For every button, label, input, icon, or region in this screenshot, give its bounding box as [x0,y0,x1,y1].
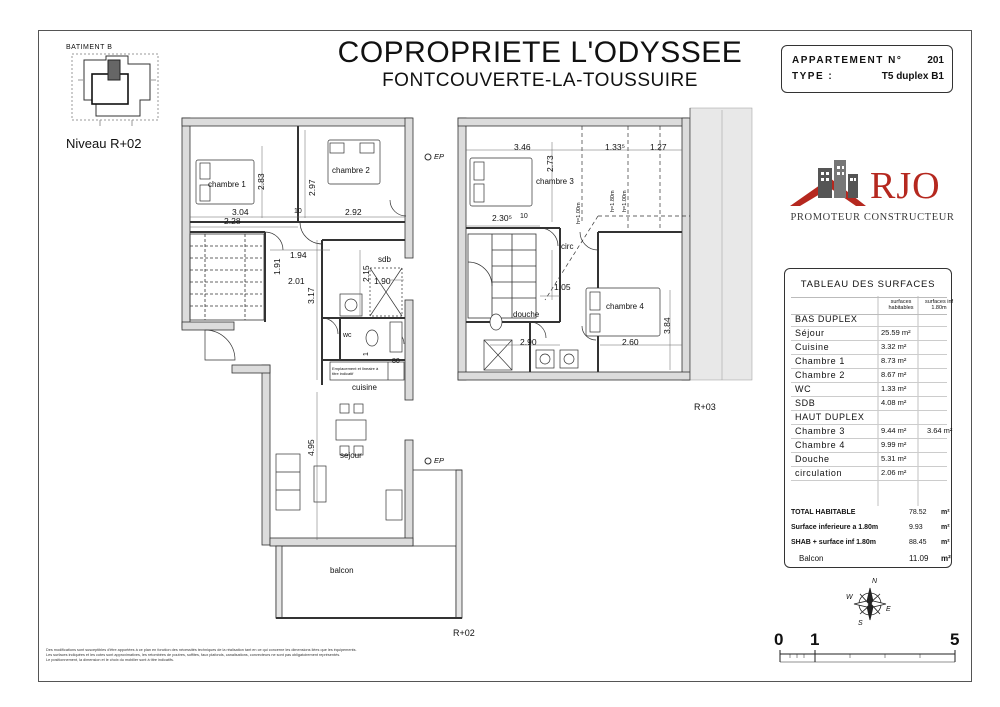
room-label-circ: circ [561,242,574,251]
col-inf180: surfaces inf 1.80m [924,299,954,311]
section-bas-label: BAS DUPLEX [795,314,858,324]
dim-10a: 10 [294,208,302,215]
apartment-type-label: TYPE : [792,71,834,82]
level-marker-upper: R+03 [694,402,716,412]
project-title: COPROPRIETE L'ODYSSEE [337,36,743,69]
dim-133: 1.33⁵ [605,142,626,152]
compass-rose [854,588,886,620]
dim-273: 2.73 [545,155,555,172]
row-name: Chambre 2 [795,370,845,380]
room-label-wc: wc [343,332,352,339]
room-label-chambre4: chambre 4 [606,302,644,311]
apartment-number: 201 [927,55,944,66]
table-row [791,383,947,397]
surfaces-table [784,268,952,568]
row-name: Douche [795,454,830,464]
row-hab: 2.06 m² [881,468,907,477]
logo-tagline: PROMOTEUR CONSTRUCTEUR [790,212,955,223]
total-unit: m² [941,539,950,546]
table-row [791,341,947,355]
storage-note: Emplacement et lineaire à titre indicatif [332,366,379,376]
room-label-sdb: sdb [378,255,391,264]
stairs-upper [468,234,536,318]
dim-283: 2.83 [256,173,266,190]
disclaimer-line-2: Les surfaces indiquées et les cotes sont approximatives, les retombées de poutres, soffites, faux plafonds, canalisations, convecteurs ne sont pas obligatoirement représentés. [46,653,341,657]
dim-346: 3.46 [514,142,531,152]
total-unit: m² [941,509,950,516]
total-row [791,537,950,550]
row-hab: 3.32 m² [881,342,907,351]
dim-230: 2.30⁵ [492,213,513,223]
row-name: WC [795,384,812,394]
table-row [791,453,947,467]
dim-1ab: 1 [363,352,370,356]
row-name: circulation [795,468,843,478]
row-name: Séjour [795,328,825,338]
room-label-douche: douche [513,310,540,319]
dim-201: 2.01 [288,276,305,286]
section-bas [791,313,947,327]
compass-e: E [886,606,891,613]
row-name: Chambre 4 [795,440,845,450]
total-row [791,507,950,520]
row-hab: 8.73 m² [881,356,907,365]
section-haut [791,411,947,425]
row-hab: 1.33 m² [881,384,907,393]
total-name: Balcon [799,554,824,563]
dim-105: 1.05 [554,282,571,292]
plan-lower-level [182,118,462,618]
total-value: 88.45 [909,539,927,546]
dining-table [276,404,402,520]
table-row [791,369,947,383]
total-value: 9.93 [909,524,923,531]
compass-n: N [872,578,878,585]
dim-260: 2.60 [622,337,639,347]
building-label: BATIMENT B [66,44,113,51]
scale-bar [780,650,955,662]
table-row [791,327,947,341]
scale-0: 0 [774,630,784,649]
total-row [791,552,951,565]
row-hab: 5.31 m² [881,454,907,463]
dim-304: 3.04 [232,207,249,217]
row-hab: 9.99 m² [881,440,907,449]
disclaimer [46,648,446,663]
surfaces-table-title: TABLEAU DES SURFACES [800,279,936,290]
total-unit: m² [941,524,950,531]
dim-215: 2.15 [361,265,371,282]
scale-5: 5 [950,630,960,649]
stairs-lower [190,234,264,320]
row-name: Cuisine [795,342,830,352]
section-haut-label: HAUT DUPLEX [795,412,865,422]
total-name: SHAB + surface inf 1.80m [791,539,877,546]
apartment-number-label: APPARTEMENT N° [792,55,903,66]
total-row [791,522,950,535]
height-note-1: h=1.00m [576,202,582,224]
row-inf: 3.64 m² [927,426,953,435]
total-unit: m² [941,554,951,563]
room-label-chambre1: chambre 1 [208,180,246,189]
row-hab: 9.44 m² [881,426,907,435]
row-name: Chambre 3 [795,426,845,436]
row-hab: 4.08 m² [881,398,907,407]
disclaimer-line-3: Le positionnement, la dimension et le choix du mobilier sont à titre indicatifs. [46,658,174,662]
key-plan [72,54,158,126]
row-hab: 8.67 m² [881,370,907,379]
table-row [791,425,953,439]
dim-194: 1.94 [290,250,307,260]
total-value: 11.09 [909,554,929,563]
room-label-cuisine: cuisine [352,383,377,392]
level-label: Niveau R+02 [66,136,142,151]
room-label-balcon: balcon [330,566,354,575]
dim-290: 2.90 [520,337,537,347]
disclaimer-line-1: Des modifications sont susceptibles d'être apportées à ce plan en fonction des nécessités techniques de la réalisation tant en ce qui concerne les dimensions liées que les équipements. [46,648,357,652]
table-row [791,439,947,453]
row-name: SDB [795,398,816,408]
dim-190: 1.90 [374,276,391,286]
room-label-chambre2: chambre 2 [332,166,370,175]
compass-s: S [858,620,863,627]
row-hab: 25.59 m² [881,328,911,337]
total-name: Surface inferieure a 1.80m [791,524,879,531]
height-note-2: h=1.80m [610,190,616,212]
height-note-3: h=1.00m [622,190,628,212]
dim-384: 3.84 [662,317,672,334]
dim-228: 2.28 [224,216,241,226]
ep-label-bottom: EP [434,456,445,465]
dim-10b: 10 [520,213,528,220]
compass-w: W [846,594,853,601]
logo-name: RJO [870,165,941,207]
logo-house-graphic [790,160,866,206]
table-row [791,397,947,411]
scale-1: 1 [810,630,820,649]
dim-127: 1.27 [650,142,667,152]
total-name: TOTAL HABITABLE [791,509,856,516]
dim-292: 2.92 [345,207,362,217]
dim-297: 2.97 [307,179,317,196]
table-row [791,355,947,369]
project-location: FONTCOUVERTE-LA-TOUSSUIRE [382,70,698,91]
room-label-sejour: sejour [340,451,362,460]
table-row [791,467,947,481]
dim-80: 80 [392,358,400,365]
row-name: Chambre 1 [795,356,845,366]
level-marker-lower: R+02 [453,628,475,638]
room-label-chambre3: chambre 3 [536,177,574,186]
col-habitable: surfaces habitables [888,299,914,311]
apartment-type: T5 duplex B1 [881,71,944,82]
total-value: 78.52 [909,509,927,516]
ep-label-top: EP [434,152,445,161]
dim-191: 1.91 [272,258,282,275]
dim-495: 4.95 [306,439,316,456]
dim-317: 3.17 [306,287,316,304]
